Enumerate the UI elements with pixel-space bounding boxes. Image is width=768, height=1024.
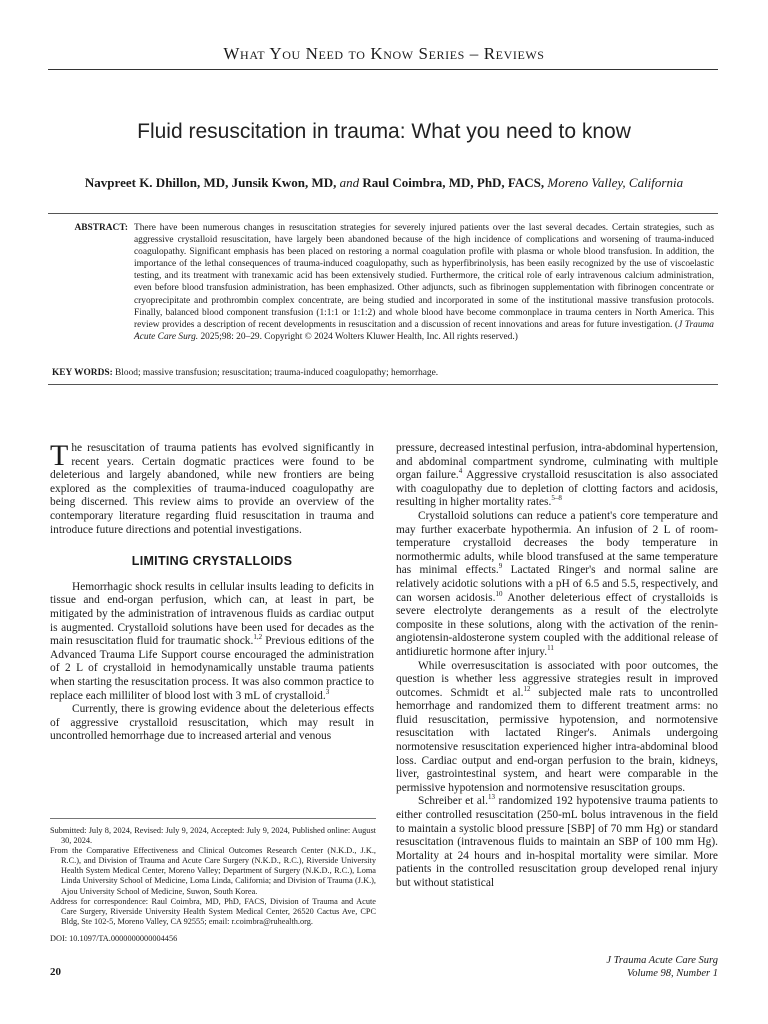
keywords-label: KEY WORDS:	[52, 368, 113, 378]
body-text: pressure, decreased intestinal perfusion, intra-abdominal hypertension, and abdominal compartment syndrome, culminating with multiple organ failure.	[396, 442, 718, 482]
abstract-bottom-rule	[48, 384, 718, 385]
reference-superscript: 1,2	[253, 633, 263, 642]
abstract-top-rule	[48, 213, 718, 214]
body-paragraph	[396, 442, 718, 510]
doi-text: DOI: 10.1097/TA.0000000000004456	[50, 934, 178, 943]
footnote-rule	[50, 818, 376, 819]
body-text: Lactated Ringer's and normal saline are relatively acidotic solutions with a pH of 6.5 and 5.5, respectively, and can worsen acidosis.	[396, 564, 718, 604]
drop-cap: T	[50, 439, 69, 472]
body-column-right	[396, 442, 718, 891]
footnote-affiliations: From the Comparative Effectiveness and Clinical Outcomes Research Center (N.K.D., J.K., R.C.), and Division of Trauma and Acute Care Surgery (N.K.D., R.C.), Riverside University Health System Medical Center, Moreno Valley; Department of Surgery (N.K.D., R.C.), Loma Linda University School of Medicine, Loma Linda, California; and Division of Trauma (J.K.), Ajou University School of Medicine, Suwon, South Korea.	[50, 846, 376, 896]
abstract-body: There have been numerous changes in resuscitation strategies for severely injured patients over the last several decades. Certain strategies, such as aggressive crystalloid resuscitation, have largely been abandoned because of the high incidence of complications and worsening of trauma-induced coagulopathy. Significant emphasis has been placed on restoring a normal coagulation profile with plasma or whole blood transfusion. In addition, the importance of the lethal consequences of trauma-induced coagulopathy, such as hyperfibrinolysis, has been easily recognized by the use of viscoelastic testing, and its treatment with tranexamic acid has been extensively studied. Furthermore, the critical role of early intravenous calcium administration, even before blood transfusion administration, has been emphasized. Other adjuncts, such as fibrinogen supplementation with fibrinogen concentrate or cryoprecipitate and prothrombin complex concentrate, are being studied and incorporated in some of the institutional massive transfusion protocols. Finally, balanced blood component transfusion (1:1:1 or 1:1:2) and whole blood have become commonplace in trauma centers in North America. This review provides a description of recent developments in resuscitation and a discussion of recent innovations and areas for future investigation. (	[134, 223, 714, 330]
authors-and: and	[339, 175, 360, 190]
body-text: While overresuscitation is associated with poor outcomes, the question is whether less aggressive strategies result in improved outcomes. Schmidt et al.	[396, 659, 718, 699]
keywords-text: Blood; massive transfusion; resuscitation; trauma-induced coagulopathy; hemorrhage.	[115, 368, 439, 378]
body-text: Aggressive crystalloid resuscitation is also associated with coagulopathy due to depletion of clotting factors and acidosis, resulting in higher mortality rates.	[396, 469, 718, 509]
reference-superscript: 10	[495, 589, 503, 598]
footnotes-block	[50, 826, 376, 927]
reference-superscript: 11	[547, 644, 554, 653]
body-text: subjected male rats to uncontrolled hemorrhage and randomized them to different treatment arms: no fluid resuscitation, permissive hypotension, and normotensive resuscitation with lactated Ringer's. Animals undergoing normotensive resuscitation experienced higher intra-abdominal blood loss. Cardiac output and end-organ perfusion to the brain, kidneys, liver, gastrointestinal system, and heart were comparable in the permissive hypotension and normotensive resuscitation groups.	[396, 686, 718, 794]
body-text: Another deleterious effect of crystalloids is severe electrolyte derangements as a result of the electrolyte composite in these solutions, along with the activation of the renin-angiotensin-aldosterone system coupled with the additional release of antidiuretic hormone after injury.	[396, 591, 718, 658]
authors-location: Moreno Valley, California	[547, 175, 684, 190]
body-text: Previous editions of the Advanced Trauma Life Support course encouraged the administration of 2 L of crystalloid in hemodynamically unstable trauma patients when starting the resuscitation process. It was also common practice to replace each milliliter of blood lost with 3 mL of crystalloid.	[50, 635, 375, 702]
abstract-citation: J Trauma Acute Care Surg.	[134, 319, 714, 342]
body-column-left	[50, 439, 375, 744]
reference-superscript: 9	[498, 562, 503, 571]
header-rule	[48, 69, 718, 70]
intro-paragraph	[50, 439, 374, 537]
journal-name: J Trauma Acute Care Surg	[606, 955, 718, 966]
article-title: Fluid resuscitation in trauma: What you need to know	[137, 120, 631, 143]
section-heading: LIMITING CRYSTALLOIDS	[131, 554, 293, 569]
page-number: 20	[50, 966, 61, 978]
keywords-block	[52, 368, 714, 378]
body-paragraph: Currently, there is growing evidence about the deleterious effects of aggressive crystalloid resuscitation, which may result in uncontrolled hemorrhage due to increased arterial and venous	[50, 703, 374, 743]
journal-volume: Volume 98, Number 1	[627, 967, 718, 979]
author-line	[0, 175, 768, 191]
footnote-submitted: Submitted: July 8, 2024, Revised: July 9, 2024, Accepted: July 9, 2024, Published online: August 30, 2024.	[50, 826, 376, 846]
journal-footer	[606, 955, 718, 980]
body-text: Crystalloid solutions can reduce a patient's core temperature and may further exacerbate hypothermia. An infusion of 2 L of room-temperature crystalloid decreases the body temperature in normothermic adults, while blood transfused at the same temperature has minimal effects.	[396, 509, 718, 577]
body-paragraph	[50, 581, 374, 703]
series-header: What You Need to Know Series – Reviews	[223, 44, 545, 63]
body-paragraph	[396, 510, 718, 660]
abstract-text	[134, 222, 714, 343]
reference-superscript: 13	[488, 793, 495, 802]
body-text: Schreiber et al.	[418, 795, 488, 808]
footnote-correspondence: Address for correspondence: Raul Coimbra, MD, PhD, FACS, Division of Trauma and Acute Care Surgery, Riverside University Health System Medical Center, 26520 Cactus Ave, CPC Bldg, Ste 102-5, Moreno Valley, CA 92555; email: r.coimbra@ruhealth.org.	[50, 896, 376, 926]
body-paragraph	[396, 795, 718, 890]
reference-superscript: 5–8	[551, 494, 562, 503]
abstract-block	[52, 222, 714, 343]
body-paragraph	[396, 660, 718, 796]
body-text: Hemorrhagic shock results in cellular insults leading to deficits in tissue and end-organ perfusion, which can, at least in part, be mitigated by the administration of intravenous fluids as cardiac output is augmented. Crystalloid solutions have been used for decades as the main resuscitation fluid for traumatic shock.	[50, 580, 374, 648]
authors-last: Raul Coimbra, MD, PhD, FACS,	[362, 175, 545, 190]
intro-text: he resuscitation of trauma patients has evolved significantly in recent years. Certain dogmatic practices were found to be deleterious and largely abandoned, while new frontiers are being explored as the complexities of trauma-induced coagulopathy are being discerned. This review aims to provide an overview of the contemporary literature regarding fluid resuscitation in trauma and introduce future directions and potential investigations.	[50, 442, 374, 536]
reference-superscript: 12	[523, 684, 531, 693]
body-text: randomized 192 hypotensive trauma patients to either controlled resuscitation (250-mL bolus intravenous in the field to maintain a systolic blood pressure [SBP] of 70 mm Hg) or standard resuscitation (intravenous fluids to maintain an SBP of 100 mm Hg). Mortality at 24 hours and in-hospital mortality were similar. More patients in the controlled resuscitation group developed renal injury but without statistical	[396, 795, 718, 889]
reference-superscript: 4	[458, 467, 463, 476]
abstract-label: ABSTRACT:	[74, 223, 128, 233]
abstract-copyright: 2025;98: 20–29. Copyright © 2024 Wolters Kluwer Health, Inc. All rights reserved.)	[198, 331, 518, 342]
authors-primary: Navpreet K. Dhillon, MD, Junsik Kwon, MD,	[84, 175, 337, 190]
reference-superscript: 3	[325, 687, 330, 696]
